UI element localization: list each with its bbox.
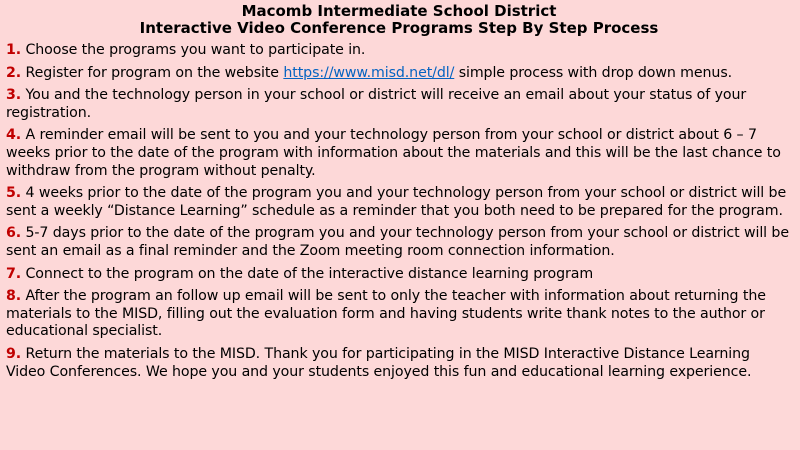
step-text: Return the materials to the MISD. Thank you for participating in the MISD Interactive Distance Learning Video Conferences. We hope you and your students enjoyed this fun and educational learning experience. [6, 345, 752, 380]
step-number: 2. [6, 64, 22, 81]
step-text-post: simple process with drop down menus. [454, 64, 733, 81]
step-3 [6, 87, 792, 122]
step-text-pre: Register for program on the website [25, 64, 284, 81]
step-9 [6, 346, 792, 381]
title-line-process: Interactive Video Conference Programs Step By Step Process [139, 19, 659, 37]
step-text: Connect to the program on the date of the interactive distance learning program [25, 265, 594, 282]
step-4 [6, 127, 792, 180]
step-7 [6, 266, 792, 284]
step-text: Choose the programs you want to participate in. [25, 42, 366, 58]
title-line-organization: Macomb Intermediate School District [241, 2, 557, 20]
step-number: 1. [6, 42, 22, 58]
step-list [6, 42, 792, 381]
step-number: 3. [6, 87, 22, 104]
page-title [6, 3, 792, 37]
step-1 [6, 42, 792, 60]
step-text: After the program an follow up email will be sent to only the teacher with information about returning the materials to the MISD, filling out the evaluation form and having students write thank notes to the author or educational specialist. [6, 288, 766, 340]
step-number: 4. [6, 127, 22, 144]
step-number: 5. [6, 185, 22, 202]
step-text: 5-7 days prior to the date of the program you and your technology person from your school or district will be sent an email as a final reminder and the Zoom meeting room connection information. [6, 225, 789, 259]
step-number: 9. [6, 345, 22, 362]
step-number: 6. [6, 225, 22, 242]
step-text: A reminder email will be sent to you and your technology person from your school or district about 6 – 7 weeks prior to the date of the program with information about the materials and this will be the last chance to withdraw from the program without penalty. [6, 127, 781, 179]
step-text: You and the technology person in your school or district will receive an email about your status of your registration. [6, 87, 747, 121]
step-8 [6, 288, 792, 341]
step-number: 8. [6, 288, 22, 305]
step-6 [6, 225, 792, 260]
step-2 [6, 65, 792, 83]
step-5 [6, 185, 792, 220]
step-number: 7. [6, 265, 22, 282]
registration-link[interactable]: https://www.misd.net/dl/ [283, 64, 455, 81]
step-text: 4 weeks prior to the date of the program you and your technology person from your school or district will be sent a weekly “Distance Learning” schedule as a reminder that you both need to be prepared for the program. [6, 185, 787, 219]
